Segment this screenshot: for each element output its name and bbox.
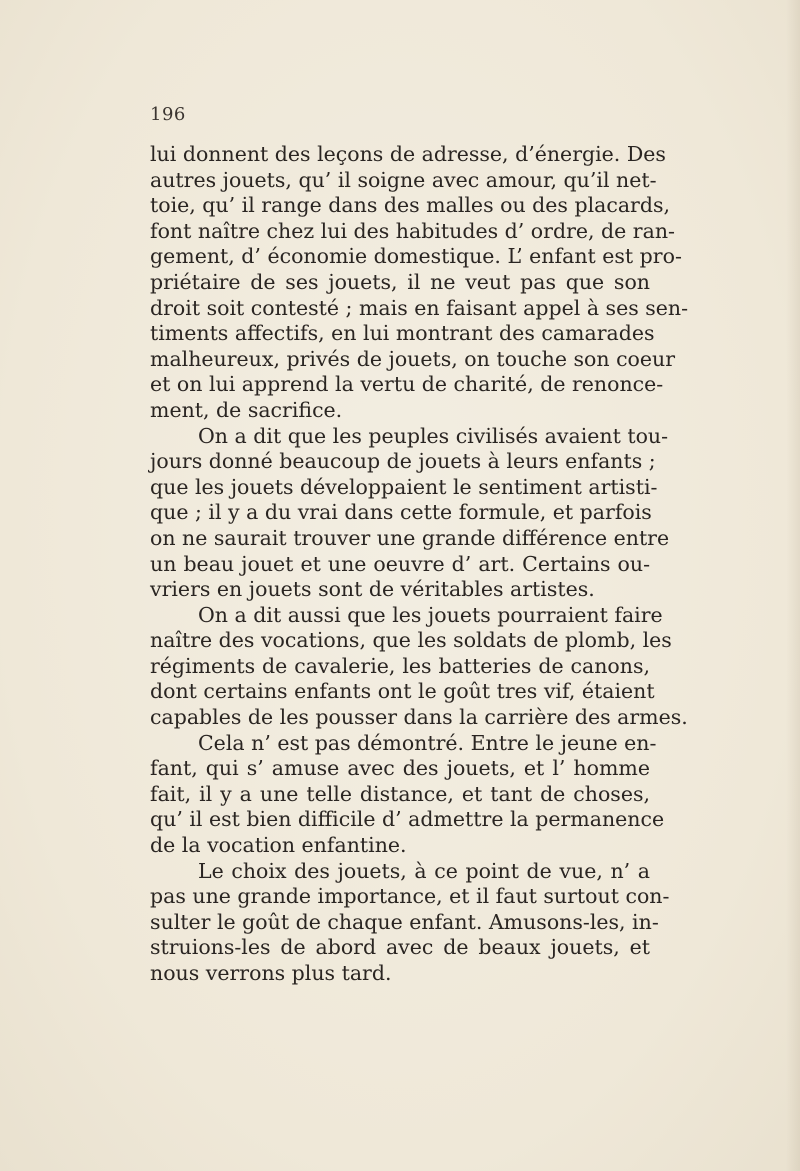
body-text [150,142,689,987]
text-line: toie, qu’ il range dans des malles ou des placards, [150,193,671,218]
text-line: que les jouets développaient le sentiment artisti- [150,474,658,499]
text-line: de la vocation enfantine. [150,833,407,858]
text-line: vriers en jouets sont de véritables artistes. [150,577,595,602]
text-line: on ne saurait trouver une grande différence entre [150,525,670,550]
text-line: naître des vocations, que les soldats de plomb, les [150,628,672,653]
page-number: 196 [150,104,186,125]
text-line: On a dit aussi que les jouets pourraient faire [198,602,663,627]
text-line: priétaire de ses jouets, il ne veut pas que son [150,269,650,294]
text-line: On a dit que les peuples civilisés avaient tou- [198,423,669,448]
text-line: et on lui apprend la vertu de charité, de renonce- [150,372,664,397]
text-line: sulter le goût de chaque enfant. Amusons-les, in- [150,909,659,934]
text-line: capables de les pousser dans la carrière des armes. [150,705,688,730]
text-line: régiments de cavalerie, les batteries de canons, [150,653,650,678]
text-line: font naître chez lui des habitudes d’ ordre, de ran- [150,218,675,243]
text-line: que ; il y a du vrai dans cette formule, et parfois [150,500,652,525]
text-line: ment, de sacrifice. [150,397,343,422]
text-line: autres jouets, qu’ il soigne avec amour, qu’il net- [150,167,657,192]
text-line: nous verrons plus tard. [150,961,392,985]
text-line: gement, d’ économie domestique. L’ enfant est pro- [150,244,682,269]
text-line: Le choix des jouets, à ce point de vue, n’ a [198,858,650,883]
text-line: un beau jouet et une oeuvre d’ art. Certains ou- [150,551,650,576]
text-line: struions-les de abord avec de beaux jouets, et [150,935,650,960]
text-line: dont certains enfants ont le goût tres vif, étaient [150,679,655,704]
text-line: fant, qui s’ amuse avec des jouets, et l’ homme [150,756,650,781]
text-line: jours donné beaucoup de jouets à leurs enfants ; [150,449,656,474]
text-line: malheureux, privés de jouets, on touche son coeur [150,346,676,371]
text-line: lui donnent des leçons de adresse, d’énergie. Des [150,142,666,166]
text-line: qu’ il est bien difficile d’ admettre la permanence [150,807,665,832]
text-line: fait, il y a une telle distance, et tant de choses, [150,781,650,806]
page-edge-shadow [786,0,800,1171]
text-line: droit soit contesté ; mais en faisant appel à ses sen- [150,295,689,320]
text-line: timents affectifs, en lui montrant des camarades [150,321,655,346]
text-line: Cela n’ est pas démontré. Entre le jeune en- [198,730,657,755]
text-line: pas une grande importance, et il faut surtout con- [150,884,670,909]
